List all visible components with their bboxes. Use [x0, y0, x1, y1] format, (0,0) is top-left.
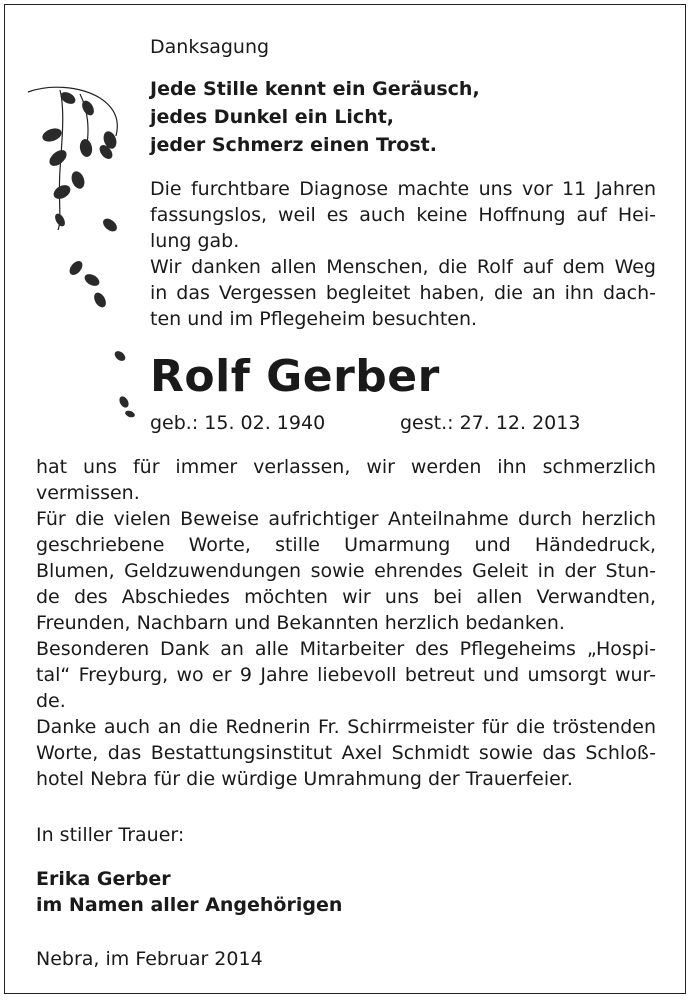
body-line: Blumen, Geldzuwendungen sowie ehrendes Geleit in der Stun-	[36, 560, 656, 582]
body-line: tal“ Freyburg, wo er 9 Jahre liebevoll betreut und umsorgt wur-	[36, 664, 656, 686]
death-date: gest.: 27. 12. 2013	[400, 412, 581, 434]
signer-note: im Namen aller Angehörigen	[36, 894, 343, 916]
body-line: hotel Nebra für die würdige Umrahmung der Trauerfeier.	[36, 768, 573, 790]
body-line: de.	[36, 690, 66, 712]
intro-line: in das Vergessen begleitet haben, die an ihn dach-	[150, 282, 656, 304]
body-line: geschriebene Worte, stille Umarmung und Händedruck,	[36, 534, 656, 556]
heading: Danksagung	[150, 36, 270, 58]
intro-line: fassungslos, weil es auch keine Hoffnung auf Hei-	[150, 204, 656, 226]
motto-line: Jede Stille kennt ein Geräusch,	[150, 78, 480, 100]
body-line: hat uns für immer verlassen, wir werden ihn schmerzlich	[36, 456, 656, 478]
body-line: Besonderen Dank an alle Mitarbeiter des Pflegeheims „Hospi-	[36, 638, 656, 660]
body-line: Danke auch an die Rednerin Fr. Schirrmeister für die tröstenden	[36, 716, 656, 738]
closing-intro: In stiller Trauer:	[36, 824, 185, 846]
body-line: Für die vielen Beweise aufrichtiger Anteilnahme durch herzlich	[36, 508, 656, 530]
place-date: Nebra, im Februar 2014	[36, 948, 263, 970]
birch-leaves-illustration	[20, 80, 160, 440]
motto-line: jeder Schmerz einen Trost.	[150, 134, 437, 156]
intro-line: ten und im Pflegeheim besuchten.	[150, 308, 478, 330]
birth-date: geb.: 15. 02. 1940	[150, 412, 326, 434]
body-line: Worte, das Bestattungsinstitut Axel Schmidt sowie das Schloß-	[36, 742, 656, 764]
signer-name: Erika Gerber	[36, 868, 171, 890]
intro-line: lung gab.	[150, 230, 240, 252]
deceased-name: Rolf Gerber	[150, 351, 440, 402]
body-line: Freunden, Nachbarn und Bekannten herzlich bedanken.	[36, 612, 565, 634]
motto-line: jedes Dunkel ein Licht,	[150, 106, 395, 128]
body-line: de des Abschiedes möchten wir uns bei allen Verwandten,	[36, 586, 656, 608]
intro-line: Wir danken allen Menschen, die Rolf auf dem Weg	[150, 256, 656, 278]
intro-line: Die furchtbare Diagnose machte uns vor 11 Jahren	[150, 178, 656, 200]
body-line: vermissen.	[36, 482, 140, 504]
